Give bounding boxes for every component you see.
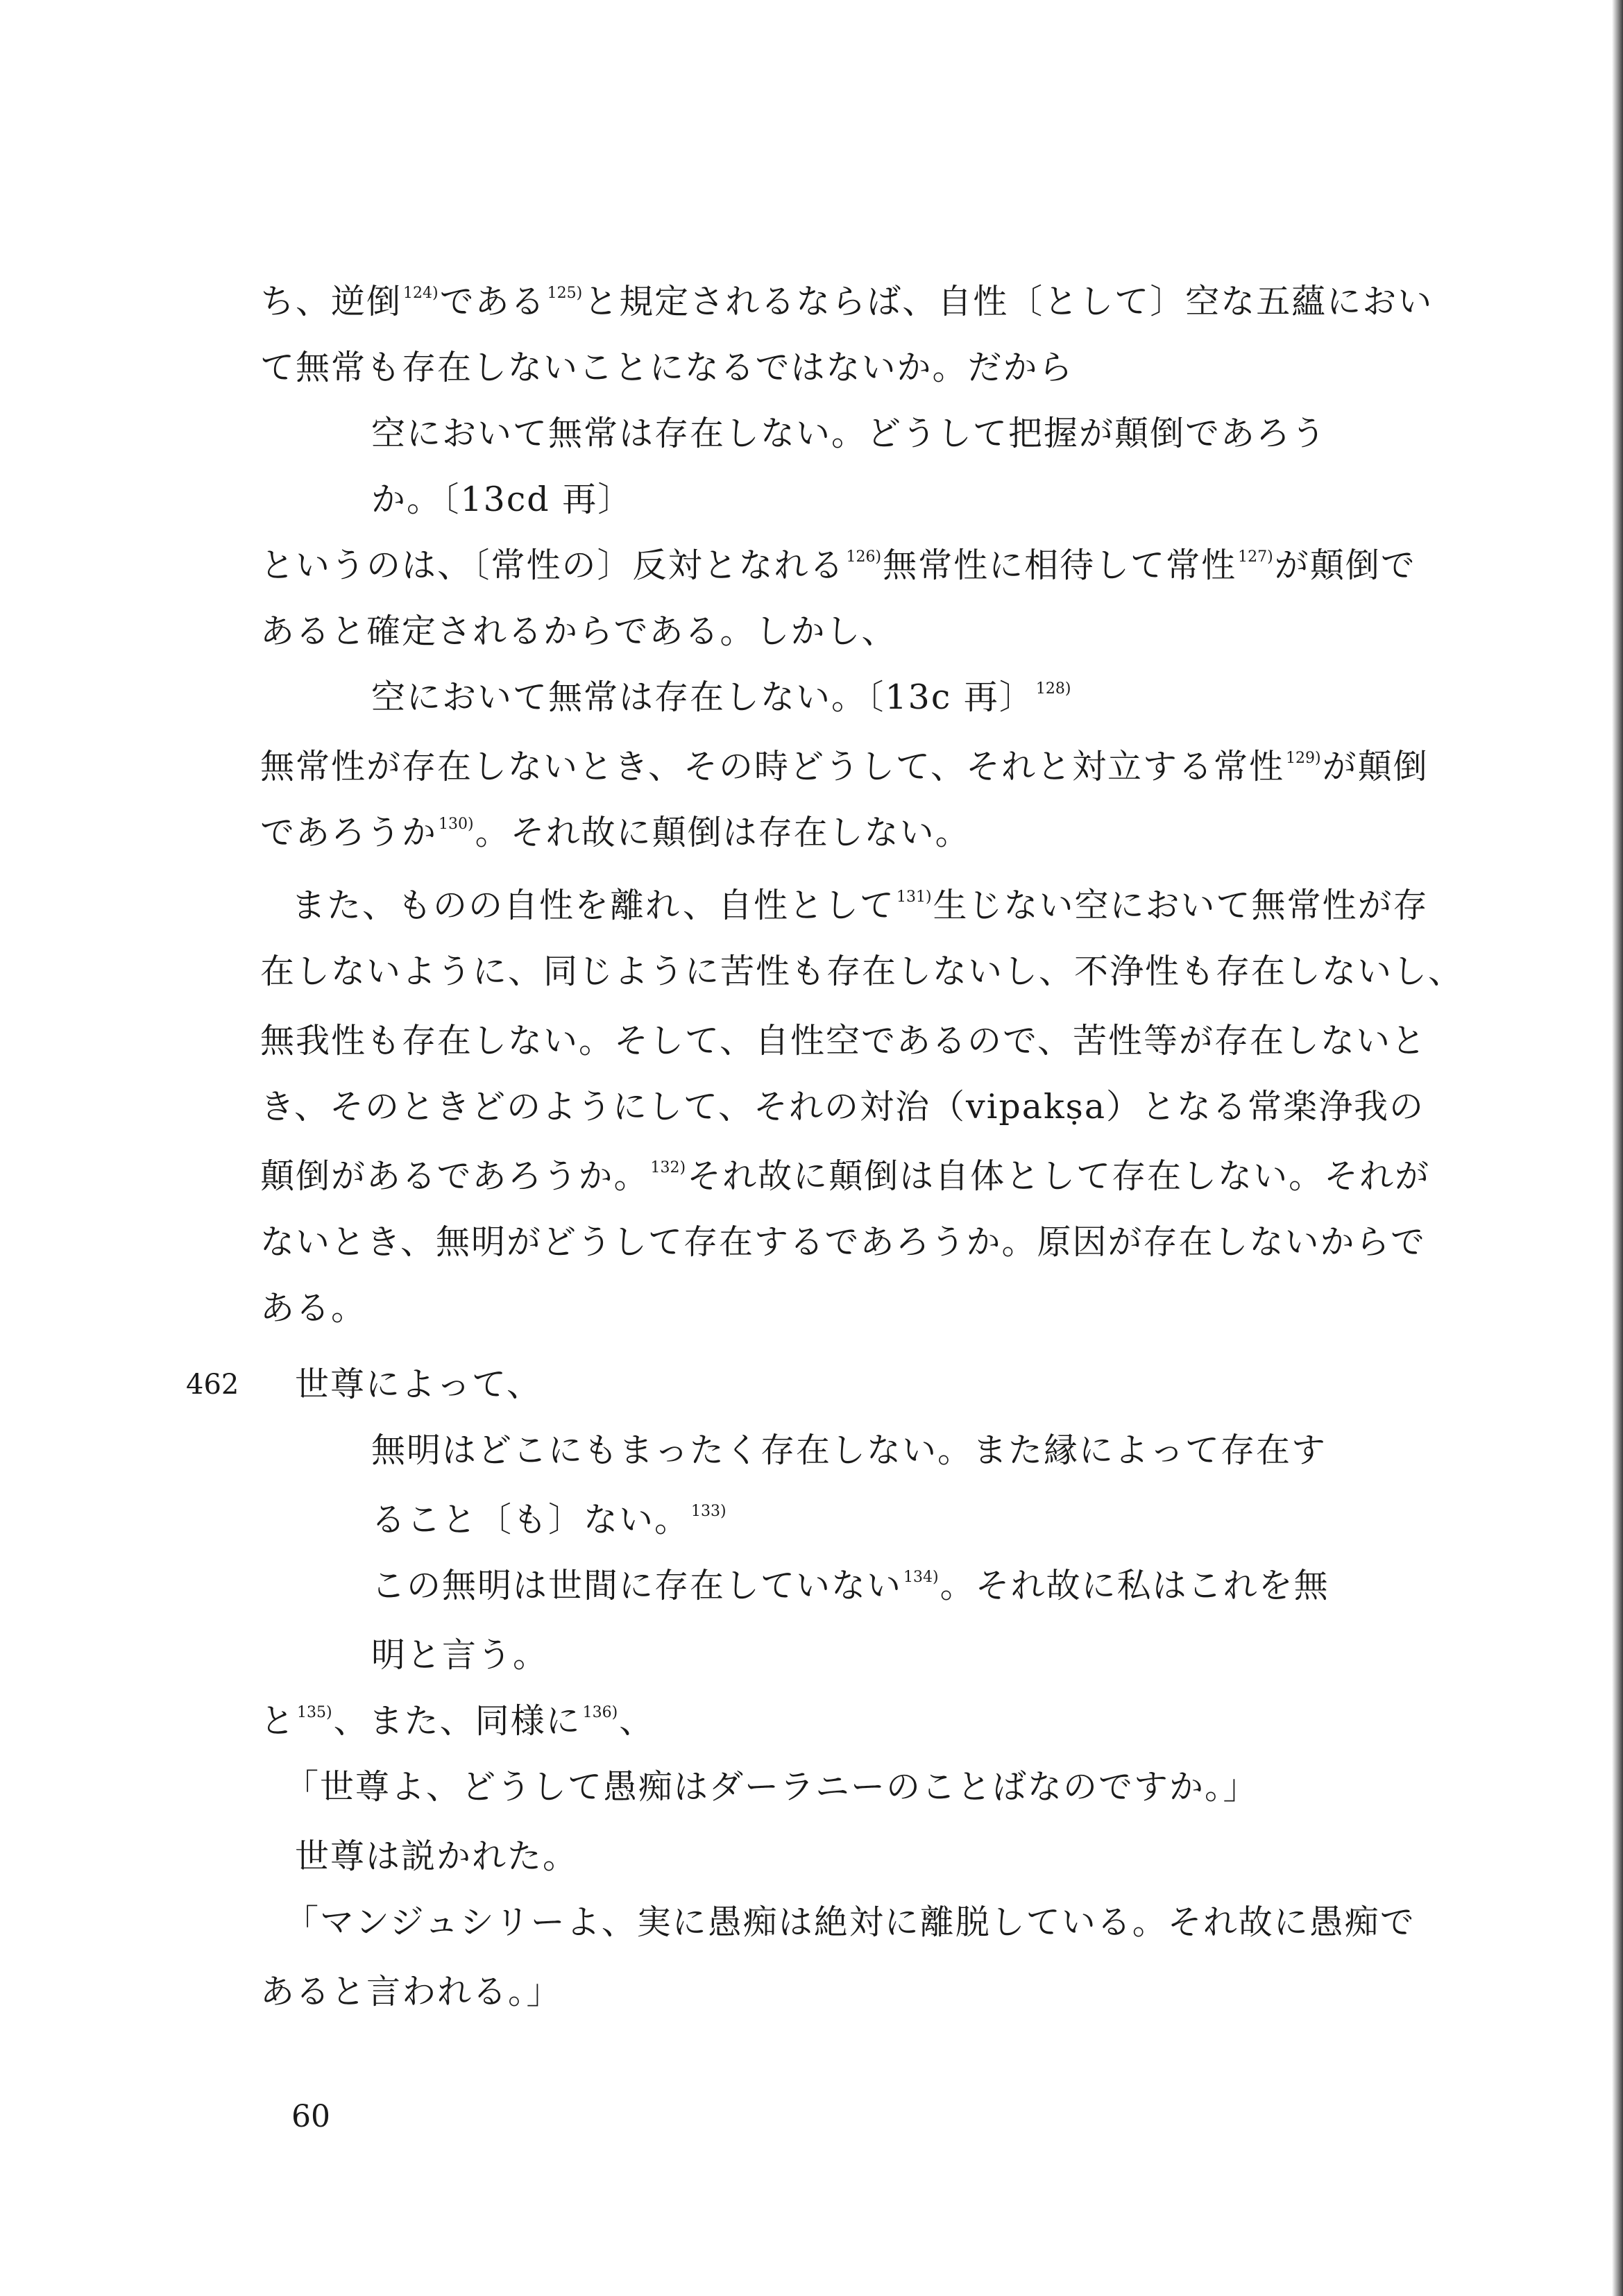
text-line — [260, 1086, 1425, 1128]
footnote-marker: 135) — [297, 1704, 332, 1721]
text-line — [260, 545, 1416, 586]
text-line — [260, 1156, 1430, 1197]
text-line — [371, 1565, 1329, 1607]
text-segment: か。〔13cd 再〕 — [371, 480, 634, 519]
text-segment: 無我性も存在しない。そして、自性空であるので、苦性等が存在しないと — [260, 1021, 1427, 1061]
text-line — [284, 1902, 1416, 1943]
text-segment: 。それ故に私はこれを無 — [940, 1566, 1329, 1605]
text-segment: 顛倒があるであろうか。 — [260, 1156, 649, 1196]
text-segment: 。それ故に顛倒は存在しない。 — [475, 813, 971, 852]
text-segment: き、そのときどのようにして、それの対治（vipakṣa）となる常楽浄我の — [260, 1087, 1425, 1126]
text-line — [371, 413, 1327, 455]
text-line — [371, 479, 633, 521]
text-line — [260, 611, 897, 652]
text-segment: あると確定されるからである。しかし、 — [260, 611, 897, 651]
text-segment: 、 — [619, 1701, 655, 1741]
text-line — [295, 1836, 578, 1877]
text-segment: ある。 — [260, 1288, 367, 1328]
text-segment: あると言われる。」 — [260, 1972, 562, 2011]
footnote-marker: 134) — [903, 1569, 939, 1586]
text-segment: と規定されるならば、自性〔として〕空な五蘊におい — [584, 282, 1434, 321]
text-segment: 明と言う。 — [371, 1635, 549, 1675]
text-segment: 「世尊よ、どうして愚痴はダーラニーのことばなのですか。」 — [284, 1767, 1259, 1807]
footnote-marker: 127) — [1238, 548, 1273, 566]
text-segment: 空において無常は存在しない。〔13c 再〕 — [371, 677, 1035, 717]
text-segment: それ故に顛倒は自体として存在しない。それが — [687, 1156, 1431, 1196]
footnote-marker: 131) — [896, 888, 932, 906]
text-line — [295, 1364, 542, 1406]
text-line — [371, 677, 1072, 718]
text-segment: ち、逆倒 — [260, 282, 402, 321]
text-line — [260, 812, 971, 854]
footnote-marker: 130) — [439, 816, 474, 833]
text-line — [260, 746, 1429, 788]
page-number: 60 — [291, 2099, 330, 2134]
text-segment: であろうか — [260, 813, 438, 852]
text-line — [371, 1635, 548, 1676]
text-segment: 生じない空において無常性が存 — [933, 886, 1429, 925]
text-segment: が顛倒 — [1322, 747, 1429, 786]
footnote-marker: 126) — [846, 548, 882, 566]
text-segment: また、ものの自性を離れ、自性として — [291, 886, 895, 925]
text-line — [260, 281, 1433, 323]
text-line — [371, 1430, 1327, 1471]
text-segment: というのは、〔常性の〕反対となれる — [260, 546, 845, 585]
text-segment: ること〔も〕ない。 — [371, 1500, 690, 1539]
text-segment: て無常も存在しないことになるではないか。だから — [260, 348, 1074, 387]
text-segment: 空において無常は存在しない。どうして把握が顛倒であろう — [371, 414, 1327, 453]
text-line — [260, 1700, 654, 1742]
text-line — [260, 1222, 1426, 1263]
text-segment: この無明は世間に存在していない — [371, 1566, 903, 1605]
text-line — [260, 1288, 366, 1329]
footnote-marker: 129) — [1286, 750, 1321, 767]
footnote-marker: 125) — [547, 285, 583, 302]
text-line — [260, 951, 1463, 993]
text-segment: 世尊は説かれた。 — [295, 1837, 579, 1876]
text-segment: 、また、同様に — [333, 1701, 581, 1741]
footnote-marker: 133) — [691, 1503, 726, 1520]
margin-line-number: 462 — [186, 1369, 239, 1401]
text-line — [284, 1766, 1259, 1808]
text-segment: 「マンジュシリーよ、実に愚痴は絶対に離脱している。それ故に愚痴で — [284, 1902, 1416, 1942]
scan-edge-shadow — [1612, 0, 1623, 2296]
text-line — [260, 1971, 562, 2013]
text-segment: である — [439, 282, 546, 321]
text-segment: 在しないように、同じように苦性も存在しないし、不浄性も存在しないし、 — [260, 952, 1464, 991]
footnote-marker: 132) — [650, 1159, 686, 1176]
text-line — [291, 885, 1429, 927]
text-segment: 無明はどこにもまったく存在しない。また縁によって存在す — [371, 1430, 1327, 1470]
text-segment: 世尊によって、 — [295, 1365, 543, 1404]
footnote-marker: 124) — [403, 285, 439, 302]
text-segment: ないとき、無明がどうして存在するであろうか。原因が存在しないからで — [260, 1222, 1427, 1262]
text-line — [371, 1499, 728, 1541]
text-segment: と — [260, 1701, 296, 1741]
text-segment: 無常性が存在しないとき、その時どうして、それと対立する常性 — [260, 747, 1285, 786]
text-line — [260, 347, 1074, 389]
text-segment: 無常性に相待して常性 — [883, 546, 1237, 585]
text-segment: が顛倒で — [1274, 546, 1416, 585]
footnote-marker: 136) — [582, 1704, 618, 1721]
text-line — [260, 1020, 1427, 1062]
footnote-marker: 128) — [1035, 680, 1071, 698]
